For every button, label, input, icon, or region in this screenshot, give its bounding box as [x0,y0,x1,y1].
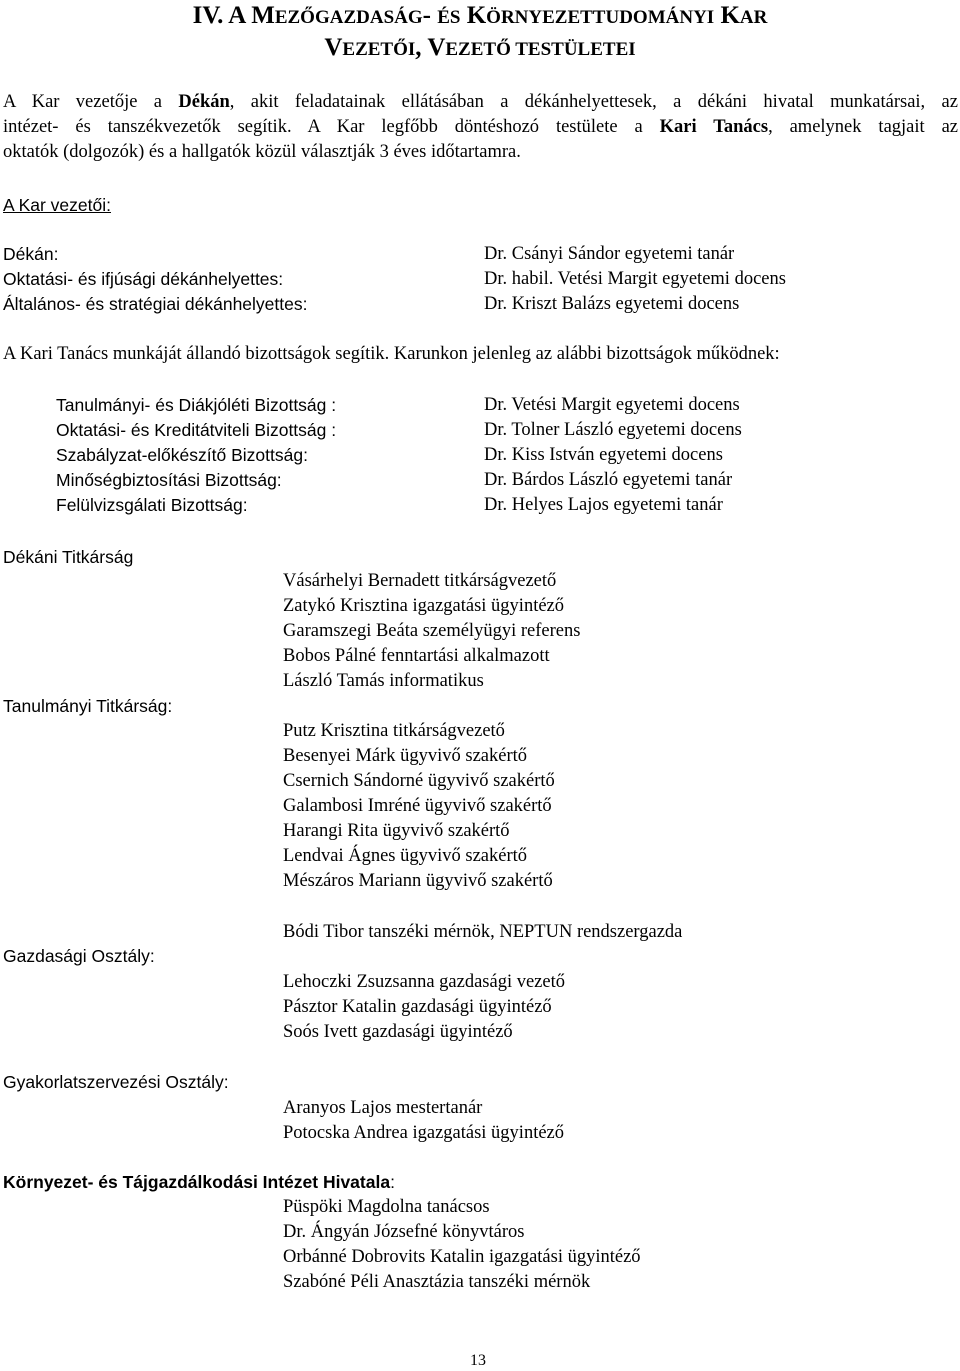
title-part: AR [739,7,768,28]
title-part: ÉS [437,7,461,28]
staff-member: Potocska Andrea igazgatási ügyintéző [283,1123,565,1143]
title-part: , V [415,34,446,61]
staff-member: Püspöki Magdolna tanácsos [283,1197,490,1217]
leader-role: Dékán: [3,244,59,264]
page-subtitle [0,34,960,62]
leader-name: Dr. Csányi Sándor egyetemi tanár [484,244,735,264]
staff-list-tanulmanyi [283,719,555,894]
committee-chair: Dr. Kiss István egyetemi docens [484,445,723,465]
unit-label-dekani: Dékáni Titkárság [3,547,134,567]
text: , akit feladatainak ellátásában a dékánhelyettesek, a dékáni hivatal munkatársai, az [229,92,958,112]
title-part: EZŐGAZDASÁG [274,7,423,28]
staff-member: Bobos Pálné fenntartási alkalmazott [283,646,550,666]
leader-role: Oktatási- és ifjúsági dékánhelyettes: [3,269,284,289]
text: , amelynek tagjait az [768,117,958,137]
committee-chair: Dr. Tolner László egyetemi docens [484,420,742,440]
staff-member: Pásztor Katalin gazdasági ügyintéző [283,997,552,1017]
unit-label-gyakorlat: Gyakorlatszervezési Osztály: [3,1072,229,1092]
committee-chair: Dr. Helyes Lajos egyetemi tanár [484,495,723,515]
unit-label-colon: : [390,1172,395,1192]
staff-member: Dr. Ángyán Józsefné könyvtáros [283,1222,525,1242]
staff-member: Soós Ivett gazdasági ügyintéző [283,1022,513,1042]
staff-member: Csernich Sándorné ügyvivő szakértő [283,771,555,791]
committees-intro: A Kari Tanács munkáját állandó bizottságok segítik. Karunkon jelenleg az alábbi bizottságok működnek: [3,344,780,364]
committee-chair: Dr. Bárdos László egyetemi tanár [484,470,733,490]
unit-label-gazdasagi: Gazdasági Osztály: [3,946,155,966]
leader-name: Dr. Kriszt Balázs egyetemi docens [484,294,740,314]
unit-label-tanulmanyi: Tanulmányi Titkárság: [3,696,173,716]
page-title [0,2,960,30]
staff-member: Lendvai Ágnes ügyvivő szakértő [283,846,528,866]
text: A Kar vezetője a [3,92,179,112]
unit-label-kornyezet [3,1170,395,1195]
dekan-term: Dékán [178,92,230,112]
title-part: EZETŐ TESTÜLETEI [445,39,636,60]
title-part: IV. A M [192,2,275,29]
staff-list-gazdasagi [283,970,565,1045]
committee-chair: Dr. Vetési Margit egyetemi docens [484,395,740,415]
text: intézet- és tanszékvezetők segítik. A Kar legfőbb döntéshozó testülete a [3,117,660,137]
staff-list-dekani [283,569,580,694]
committee-name: Oktatási- és Kreditátviteli Bizottság : [56,420,337,440]
committee-name: Felülvizsgálati Bizottság: [56,495,248,515]
staff-member: Lehoczki Zsuzsanna gazdasági vezető [283,972,565,992]
title-part: ÖRNYEZETTUDOMÁNYI [486,7,715,28]
staff-list-kornyezet [283,1195,641,1295]
committee-name: Szabályzat-előkészítő Bizottság: [56,445,308,465]
intro-line-3: oktatók (dolgozók) és a hallgatók közül választják 3 éves időtartamra. [3,142,521,162]
staff-member: Bódi Tibor tanszéki mérnök, NEPTUN rendszergazda [283,922,683,942]
staff-member: Mészáros Mariann ügyvivő szakértő [283,871,553,891]
staff-member: Szabóné Péli Anasztázia tanszéki mérnök [283,1272,591,1292]
intro-line-1 [3,90,958,115]
staff-member: Harangi Rita ügyvivő szakértő [283,821,510,841]
staff-member: László Tamás informatikus [283,671,484,691]
staff-list-gyakorlat [283,1096,564,1146]
staff-member: Putz Krisztina titkárságvezető [283,721,505,741]
title-part: K [460,2,487,29]
leaders-heading: A Kar vezetői: [3,195,111,215]
intro-paragraph [3,90,958,165]
committee-name: Minőségbiztosítási Bizottság: [56,470,282,490]
title-part: K [714,2,740,29]
intro-line-2 [3,115,958,140]
staff-member: Galambosi Imréné ügyvivő szakértő [283,796,552,816]
title-part: - [422,2,438,29]
leader-name: Dr. habil. Vetési Margit egyetemi docens [484,269,786,289]
unit-label-text: Környezet- és Tájgazdálkodási Intézet Hivatala [3,1172,391,1192]
title-part: EZETŐI [342,39,416,60]
staff-member: Orbánné Dobrovits Katalin igazgatási ügyintéző [283,1247,641,1267]
kari-tanacs-term: Kari Tanács [659,117,769,137]
staff-member: Garamszegi Beáta személyügyi referens [283,621,581,641]
leader-role: Általános- és stratégiai dékánhelyettes: [3,294,308,314]
title-part: V [324,34,343,61]
staff-member: Vásárhelyi Bernadett titkárságvezető [283,571,557,591]
staff-member: Zatykó Krisztina igazgatási ügyintéző [283,596,565,616]
staff-member: Aranyos Lajos mestertanár [283,1098,483,1118]
staff-member: Besenyei Márk ügyvivő szakértő [283,746,528,766]
page-number: 13 [470,1352,486,1369]
committee-name: Tanulmányi- és Diákjóléti Bizottság : [56,395,337,415]
